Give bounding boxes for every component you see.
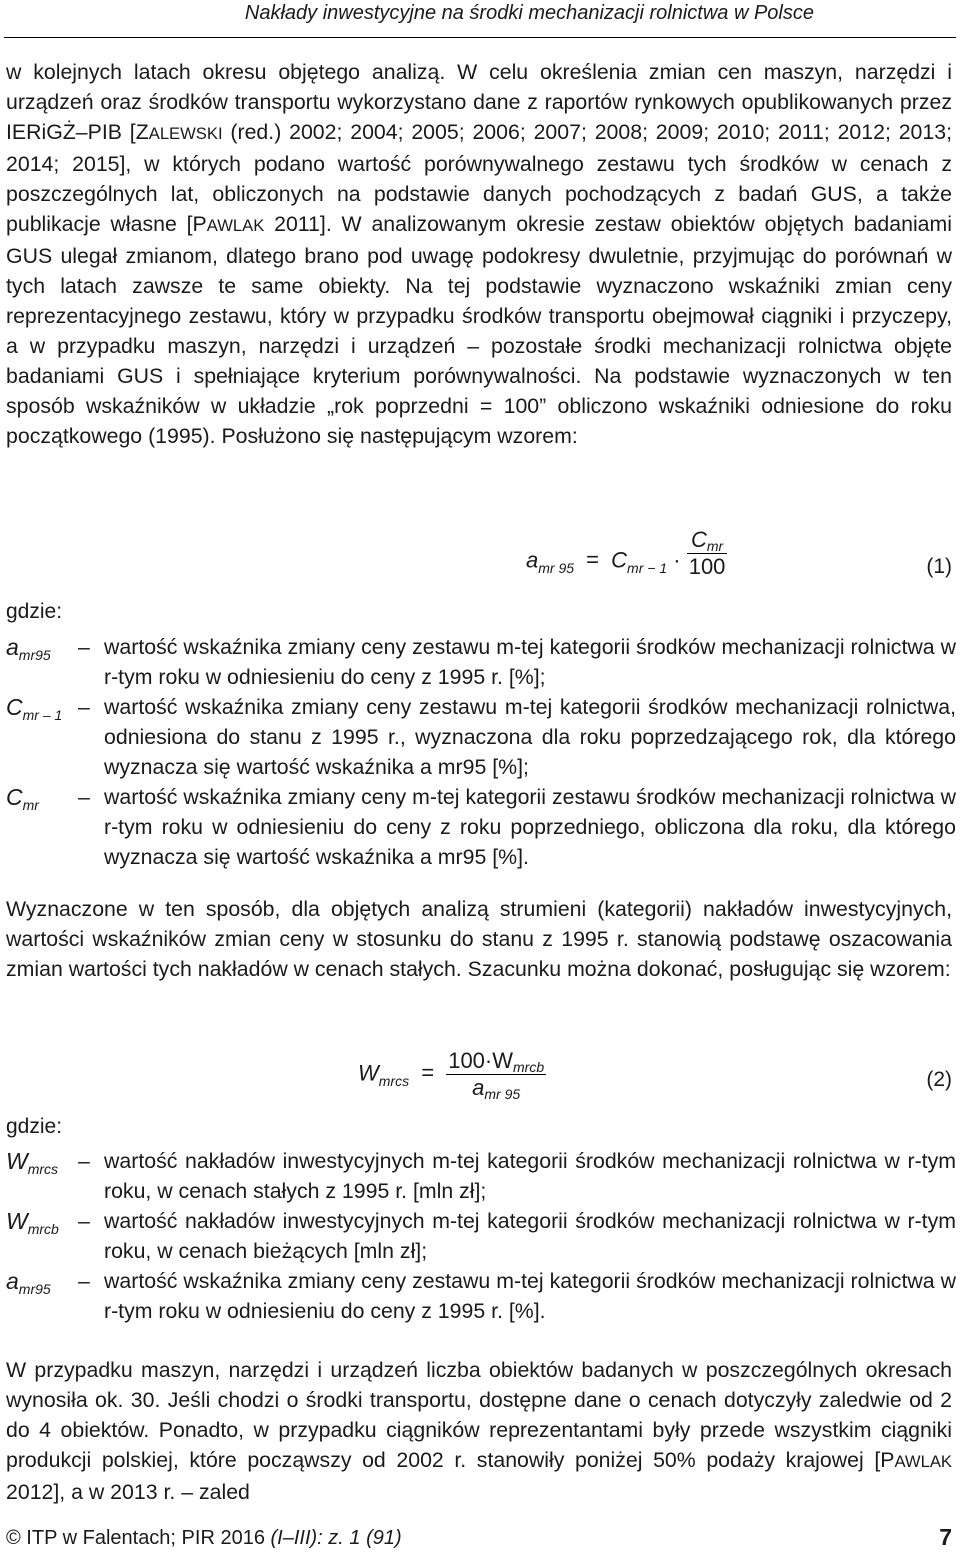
paragraph-3: W przypadku maszyn, narzędzi i urządzeń liczba obiektów badanych w poszczególnych okresach wynosiła ok. 30. Jeśli chodzi o środki transportu, dostępne dane o cenach dotyczyły zaledwie od 2 do 4 obiektów. Ponadto, w przypadku ciągników reprezentantami były przede wszystkim ciągniki produkcji polskiej, które począwszy od 2002 r. stanowiły poniżej 50% podaży krajowej [PAWLAK 2012], a w 2013 r. – zaled [6,1358,952,1504]
equation-1: $a_{mr 95} = C_{mr - 1}$ · $\frac{\text{Cmr}}{100}$ [526,527,726,579]
footer-publication: © ITP w Falentach; PIR 2016 [6,1527,271,1549]
footer-number: : z. 1 (91) [317,1527,402,1549]
definition-item: $W_{mrcb}$ – wartość nakładów inwestycyjnych m-tej kategorii środków mechanizacji rolnictwa w r-tym roku, w cenach bieżących [mln zł]; [6,1208,956,1263]
definition-item: $a_{mr95}$ – wartość wskaźnika zmiany ceny zestawu m-tej kategorii środków mechanizacji rolnictwa w r-tym roku w odniesieniu do ceny z 1995 r. [%]; [6,634,956,689]
footer [6,1524,952,1550]
definition-item: $C_{mr - 1}$ – wartość wskaźnika zmiany ceny zestawu m-tej kategorii środków mechanizacji rolnictwa, odniesiona do stanu z 1995 r., wyznaczona dla roku poprzedzającego rok, dla którego wyznacza się wartość wskaźnika a mr95 [%]; [6,694,956,779]
definition-item: $a_{mr95}$ – wartość wskaźnika zmiany ceny zestawu m-tej kategorii środków mechanizacji rolnictwa w r-tym roku w odniesieniu do ceny z 1995 r. [%]. [6,1268,956,1323]
gdzie-label-1: gdzie: [6,600,63,623]
header-rule [4,37,956,38]
definition-item: $C_{mr}$ – wartość wskaźnika zmiany ceny m-tej kategorii zestawu środków mechanizacji rolnictwa w r-tym roku w odniesieniu do ceny z roku poprzedniego, obliczona dla roku, dla którego wyznacza się wartość wskaźnika a mr95 [%]. [6,784,956,869]
running-head: Nakłady inwestycyjne na środki mechanizacji rolnictwa w Polsce [244,2,814,24]
gdzie-label-2: gdzie: [6,1115,63,1138]
equation-1-number: (1) [926,555,952,578]
definition-item: $W_{mrcs}$ – wartość nakładów inwestycyjnych m-tej kategorii środków mechanizacji rolnictwa w r-tym roku, w cenach stałych z 1995 r. [mln zł]; [6,1148,956,1203]
footer-issue: (I–III) [270,1527,318,1549]
equation-2-number: (2) [926,1068,952,1091]
paragraph-1: w kolejnych latach okresu objętego analizą. W celu określenia zmian cen maszyn, narzędzi i urządzeń oraz środków transportu wykorzystano dane z raportów rynkowych opublikowanych przez IERiGŻ–PIB [ZALEWSKI (red.) 2002; 2004; 2005; 2006; 2007; 2008; 2009; 2010; 2011; 2012; 2013; 2014; 2015], w których podano wartość porównywalnego zestawu tych środków w cenach z poszczególnych lat, obliczonych na podstawie danych pochodzących z badań GUS, a także publikacje własne [PAWLAK 2011]. W analizowanym okresie zestaw obiektów objętych badaniami GUS ulegał zmianom, dlatego brano pod uwagę podokresy dwuletnie, przyjmując do porównań w tych latach zawsze te same obiekty. Na tej podstawie wyznaczono wskaźniki zmian ceny reprezentacyjnego zestawu, który w przypadku środków transportu obejmował ciągniki i przyczepy, a w przypadku maszyn, narzędzi i urządzeń – pozostałe środki mechanizacji rolnictwa objęte badaniami GUS i spełniające kryterium porównywalności. Na podstawie wyznaczonych w ten sposób wskaźników w układzie „rok poprzedni = 100” obliczono wskaźniki odniesione do roku początkowego (1995). Posłużono się następującym wzorem: [6,60,952,448]
equation-2: $W_{mrcs}$ = $\frac{\text{100·Wmrcb}}{\text{amr 95}}$ [358,1048,545,1102]
page-number: 7 [939,1524,952,1550]
paragraph-2: Wyznaczone w ten sposób, dla objętych analizą strumieni (kategorii) nakładów inwestycyjnych, wartości wskaźników zmian ceny w stosunku do stanu z 1995 r. stanowią podstawę oszacowania zmian wartości tych nakładów w cenach stałych. Szacunku można dokonać, posługując się wzorem: [6,897,952,981]
definition-list-2 [6,1146,956,1326]
definition-list-1 [6,632,956,872]
